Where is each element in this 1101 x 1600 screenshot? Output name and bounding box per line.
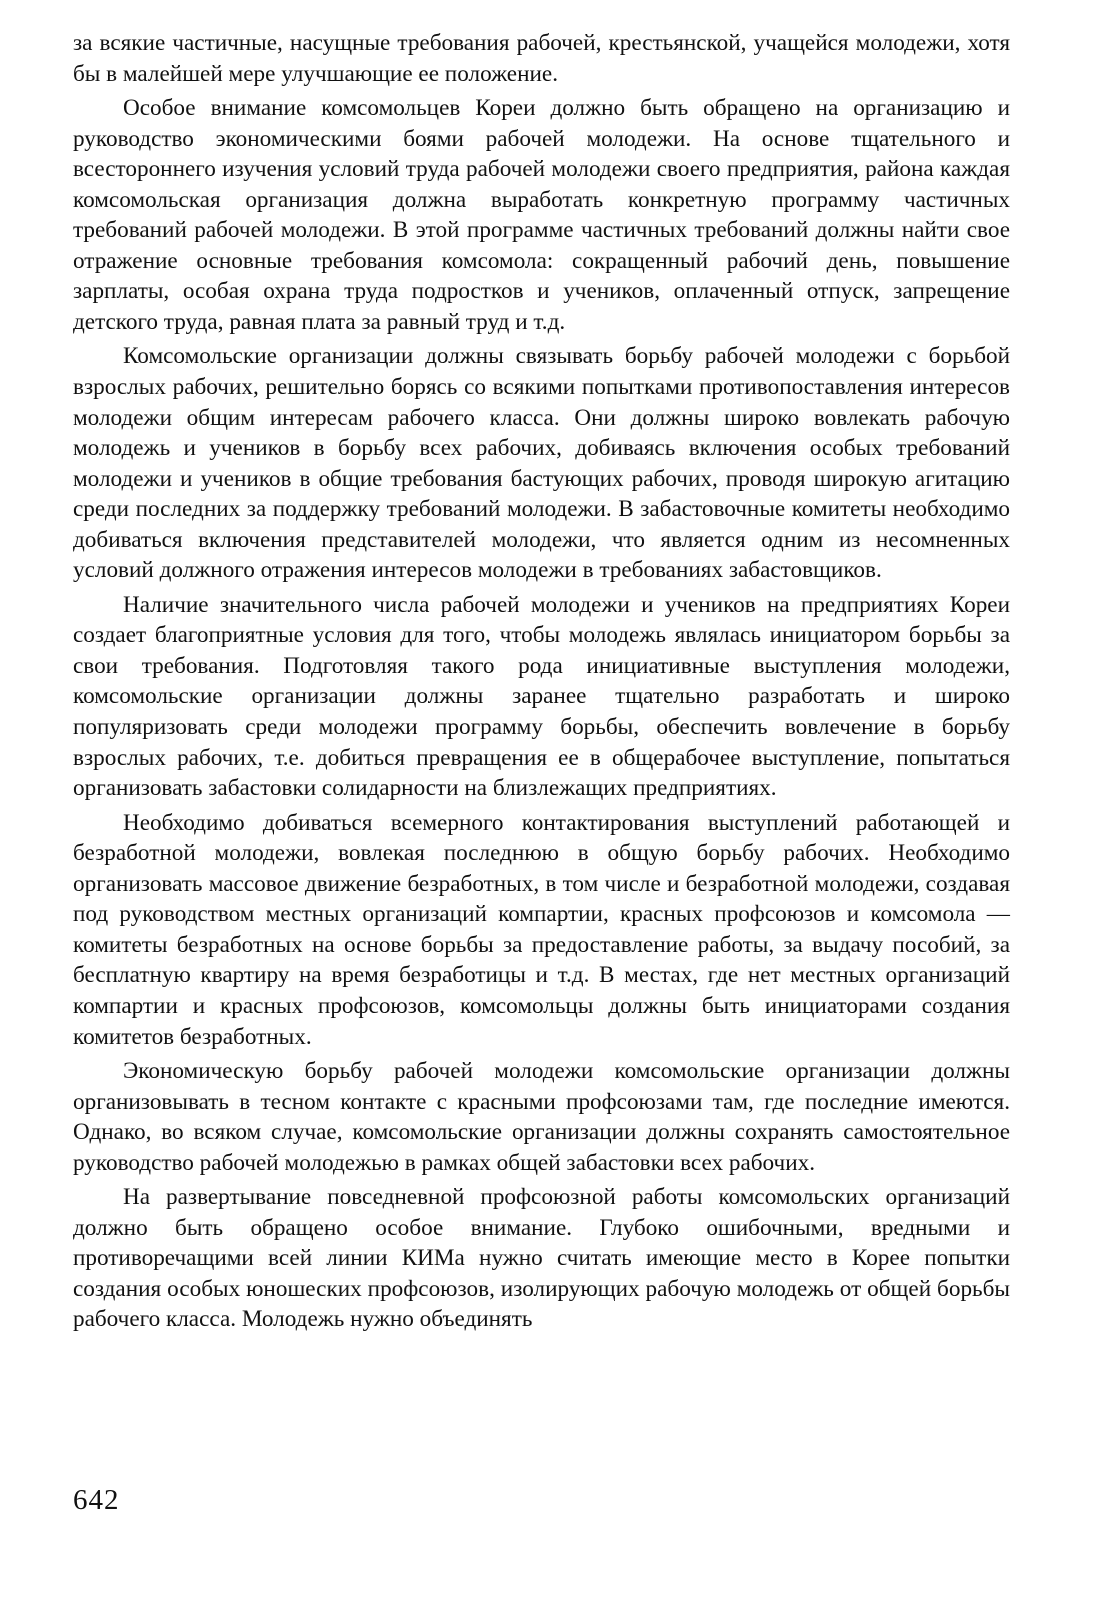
page-number: 642	[73, 1484, 120, 1516]
paragraph-economic-battles: Особое внимание комсомольцев Кореи должно быть обращено на организацию и руководство экономическими боями рабочей молодежи. На основе тщательного и всестороннего изучения условий труда рабочей молодежи своего предприятия, района каждая комсомольская организация должна выработать конкретную программу частичных требований рабочей молодежи. В этой программе частичных требований должны найти свое отражение основные требования комсомола: сокращенный рабочий день, повышение зарплаты, особая охрана труда подростков и учеников, оплаченный отпуск, запрещение детского труда, равная плата за равный труд и т.д.	[73, 95, 1010, 335]
paragraph-trade-union-work: На развертывание повседневной профсоюзной работы комсомольских организаций должно быть обращено особое внимание. Глубоко ошибочными, вредными и противоречащими всей линии КИМа нужно считать имеющие место в Корее попытки создания особых юношеских профсоюзов, изолирующих рабочую молодежь от общей борьбы рабочего класса. Молодежь нужно объединять	[73, 1184, 1010, 1333]
paragraph-unemployed: Необходимо добиваться всемерного контактирования выступлений работающей и безработной молодежи, вовлекая последнюю в общую борьбу рабочих. Необходимо организовать массовое движение безработных, в том числе и безработной молодежи, создавая под руководством местных организаций компартии, красных профсоюзов и комсомола — комитеты безработных на основе борьбы за предоставление работы, за выдачу пособий, за бесплатную квартиру на время безработицы и т.д. В местах, где нет местных организаций компартии и красных профсоюзов, комсомольцы должны быть инициаторами создания комитетов безработных.	[73, 809, 1010, 1050]
paragraph-initiative: Наличие значительного числа рабочей молодежи и учеников на предприятиях Кореи создает благоприятные условия для того, чтобы молодежь являлась инициатором борьбы за свои требования. Подготовляя такого рода инициативные выступления молодежи, комсомольские организации должны заранее тщательно разработать и широко популяризовать среди молодежи программу борьбы, обеспечить вовлечение в борьбу взрослых рабочих, т.е. добиться превращения ее в общерабочее выступление, попытаться организовать забастовки солидарности на близлежащих предприятиях.	[73, 591, 1010, 802]
paragraph-adult-workers: Комсомольские организации должны связывать борьбу рабочей молодежи с борьбой взрослых рабочих, решительно борясь со всякими попытками противопоставления интересов молодежи общим интересам рабочего класса. Они должны широко вовлекать рабочую молодежь и учеников в борьбу всех рабочих, добиваясь включения особых требований молодежи и учеников в общие требования бастующих рабочих, проводя широкую агитацию среди последних за поддержку требований молодежи. В забастовочные комитеты необходимо добиваться включения представителей молодежи, что является одним из несомненных условий должного отражения интересов молодежи в требованиях забастовщиков.	[73, 343, 1010, 584]
paragraph-continuation: за всякие частичные, насущные требования рабочей, крестьянской, учащейся молодежи, хотя бы в малейшей мере улучшающие ее положение.	[73, 30, 1010, 87]
page-body	[73, 28, 1010, 1339]
paragraph-red-unions: Экономическую борьбу рабочей молодежи комсомольские организации должны организовывать в тесном контакте с красными профсоюзами там, где последние имеются. Однако, во всяком случае, комсомольские организации должны сохранять самостоятельное руководство рабочей молодежью в рамках общей забастовки всех рабочих.	[73, 1058, 1010, 1176]
